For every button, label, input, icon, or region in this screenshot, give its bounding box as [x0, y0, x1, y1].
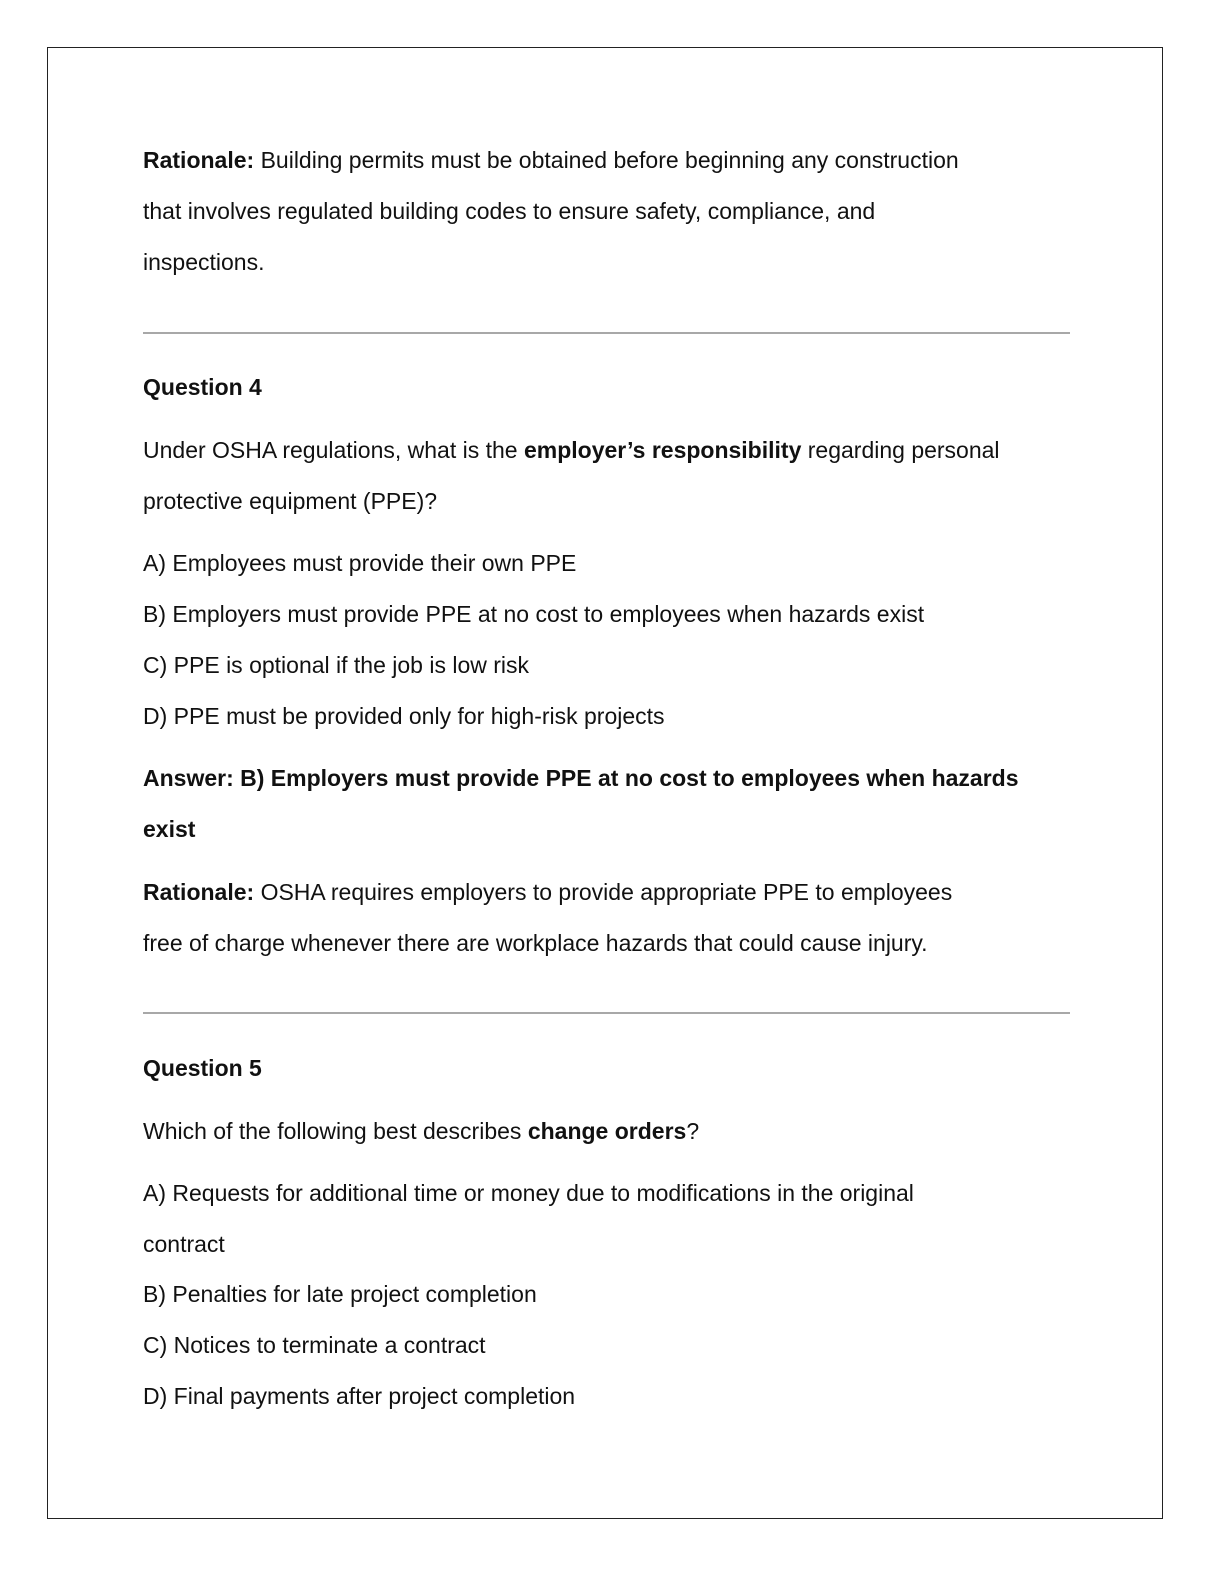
rationale-label: Rationale:: [143, 147, 255, 173]
question-5-option-a-line-2: contract: [143, 1231, 225, 1257]
question-5-option-a-line-1: A) Requests for additional time or money due to modifications in the original: [143, 1180, 914, 1206]
prev-rationale-line-2: that involves regulated building codes to ensure safety, compliance, and: [143, 198, 876, 224]
question-4-option-d: D) PPE must be provided only for high-risk projects: [143, 703, 665, 729]
question-4-heading: Question 4: [143, 374, 262, 400]
question-4-option-b: B) Employers must provide PPE at no cost to employees when hazards exist: [143, 601, 925, 627]
rationale-text: OSHA requires employers to provide appropriate PPE to employees: [254, 879, 953, 905]
question-5-option-b: B) Penalties for late project completion: [143, 1281, 537, 1307]
stem-emphasis: change orders: [527, 1118, 687, 1144]
question-4-option-a: A) Employees must provide their own PPE: [143, 550, 577, 576]
stem-text: Under OSHA regulations, what is the: [143, 437, 524, 463]
section-divider: [143, 332, 1070, 334]
question-4-rationale-line-2: free of charge whenever there are workplace hazards that could cause injury.: [143, 930, 928, 956]
question-4-stem-line-2: protective equipment (PPE)?: [143, 488, 438, 514]
question-5-option-c: C) Notices to terminate a contract: [143, 1332, 486, 1358]
prev-rationale-line-1: [143, 145, 959, 175]
stem-emphasis: employer’s responsibility: [523, 437, 802, 463]
question-4-answer-line-1: Answer: B) Employers must provide PPE at no cost to employees when hazards: [143, 765, 1019, 791]
prev-rationale-line-3: inspections.: [143, 249, 265, 275]
stem-text: Which of the following best describes: [143, 1118, 528, 1144]
rationale-label: Rationale:: [143, 879, 255, 905]
question-5-option-d: D) Final payments after project completion: [143, 1383, 576, 1409]
stem-text: regarding personal: [801, 437, 1000, 463]
stem-text: ?: [686, 1118, 700, 1144]
question-4-rationale-line-1: [143, 877, 952, 907]
question-4-stem-line-1: [143, 435, 1000, 465]
section-divider: [143, 1012, 1070, 1014]
question-4-option-c: C) PPE is optional if the job is low risk: [143, 652, 530, 678]
question-4-answer-line-2: exist: [143, 816, 196, 842]
question-5-stem: [143, 1116, 699, 1146]
question-5-heading: Question 5: [143, 1055, 262, 1081]
rationale-text: Building permits must be obtained before beginning any construction: [254, 147, 959, 173]
